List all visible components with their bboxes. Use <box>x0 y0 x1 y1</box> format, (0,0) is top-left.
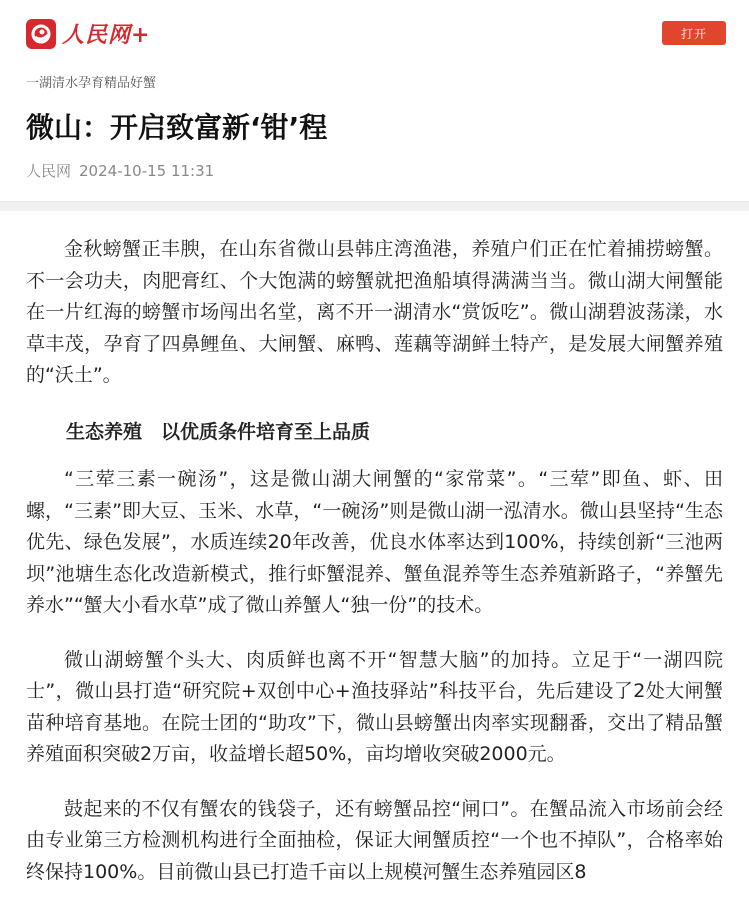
open-app-button[interactable]: 打开 <box>662 21 726 45</box>
article-paragraph: 金秋螃蟹正丰腴，在山东省微山县韩庄湾渔港，养殖户们正在忙着捕捞螃蟹。不一会功夫，肉肥膏红、个大饱满的螃蟹就把渔船填得满满当当。微山湖大闸蟹能在一片红海的螃蟹市场闯出名堂，离不开一湖清水“赏饭吃”。微山湖碧波荡漾，水草丰茂，孕育了四鼻鲤鱼、大闸蟹、麻鸭、莲藕等湖鲜土特产，是发展大闸蟹养殖的“沃土”。 <box>26 238 723 386</box>
article-subtitle: 一湖清水孕育精品好蟹 <box>26 76 157 91</box>
brand-name: 人民网+ <box>62 22 151 48</box>
brand-logo[interactable] <box>26 18 150 49</box>
article-paragraph: “三荤三素一碗汤”，这是微山湖大闸蟹的“家常菜”。“三荤”即鱼、虾、田螺，“三素”即大豆、玉米、水草，“一碗汤”则是微山湖一泓清水。微山县坚持“生态优先、绿色发展”，水质连续20年改善，优良水体率达到100%，持续创新“三池两坝”池塘生态化改造新模式，推行虾蟹混养、蟹鱼混养等生态养殖新路子，“养蟹先养水”“蟹大小看水草”成了微山养蟹人“独一份”的技术。 <box>26 468 723 616</box>
article-body <box>0 234 749 888</box>
article-source[interactable]: 人民网 <box>26 162 72 180</box>
article-paragraph: 鼓起来的不仅有蟹农的钱袋子，还有螃蟹品控“闸口”。在蟹品流入市场前会经由专业第三方检测机构进行全面抽检，保证大闸蟹质控“一个也不掉队”，合格率始终保持100%。目前微山县已打造千亩以上规模河蟹生态养殖园区8 <box>26 797 723 883</box>
article-meta <box>26 160 723 182</box>
article-header <box>0 74 749 182</box>
article-title: 微山：开启致富新‘钳’程 <box>26 111 328 144</box>
top-bar <box>0 0 749 64</box>
article-paragraph: 微山湖螃蟹个头大、肉质鲜也离不开“智慧大脑”的加持。立足于“一湖四院士”，微山县打造“研究院+双创中心+渔技驿站”科技平台，先后建设了2处大闸蟹苗种培育基地。在院士团的“助攻”下，微山县螃蟹出肉率实现翻番，交出了精品蟹养殖面积突破2万亩，收益增长超50%，亩均增收突破2000元。 <box>26 648 723 765</box>
section-heading: 生态养殖 以优质条件培育至上品质 <box>66 420 371 443</box>
article-datetime: 2024-10-15 11:31 <box>79 162 215 180</box>
section-divider <box>0 201 749 211</box>
logo-mark-icon <box>26 19 56 49</box>
